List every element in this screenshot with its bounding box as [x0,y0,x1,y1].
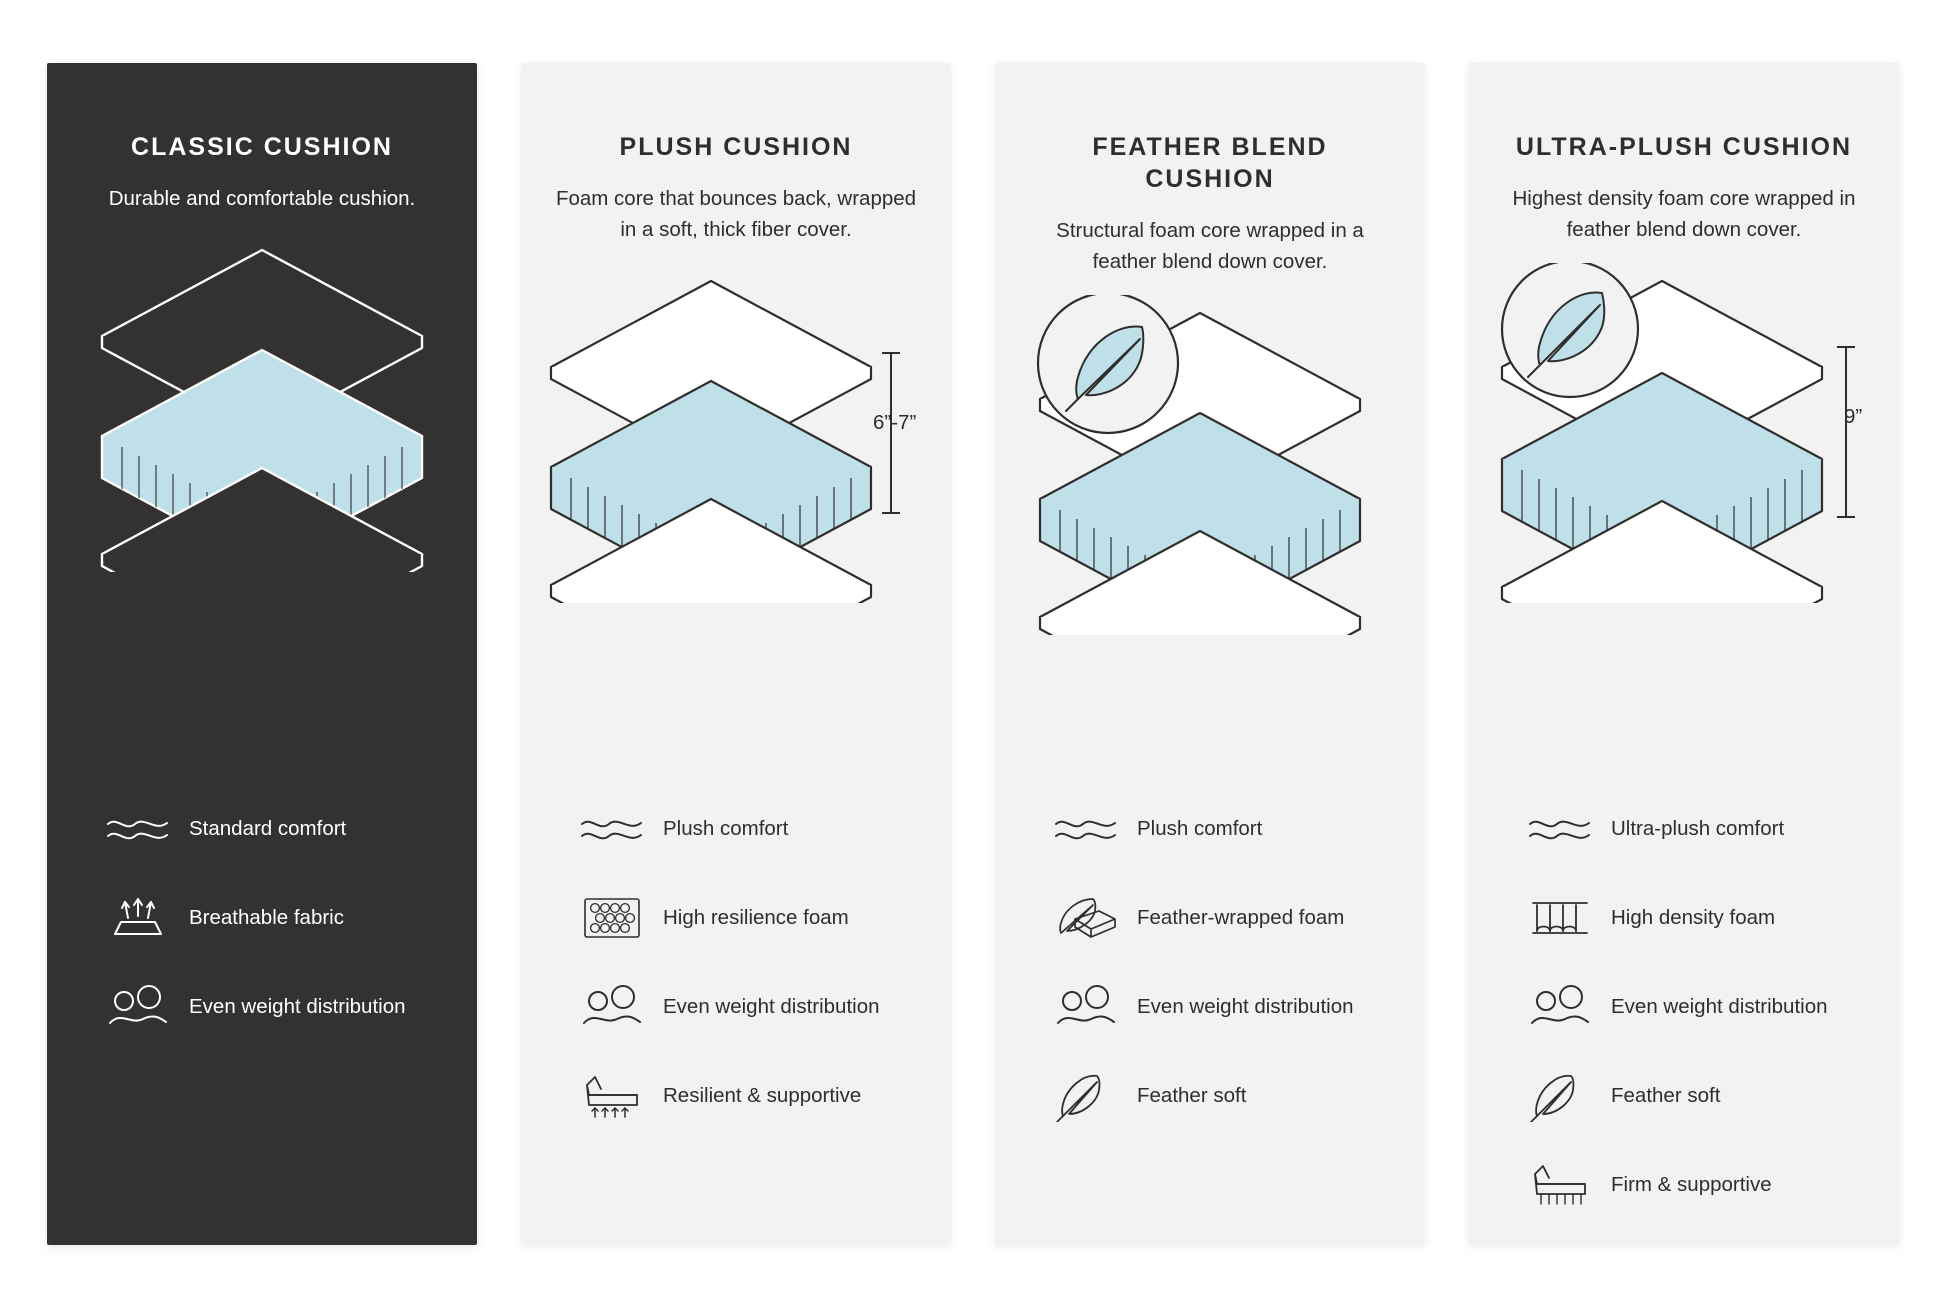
cushion-card-ultra-plush[interactable] [1469,63,1899,1245]
feature-label: High resilience foam [663,906,849,929]
page-title: ULTRA-PLUSH CUSHION [1515,133,1853,161]
feature-item [1053,890,1367,946]
breathable-fabric-icon [105,890,177,946]
feature-label: High density foam [1611,906,1776,929]
feature-list-classic [47,801,477,1068]
cushion-card-classic[interactable] [47,63,477,1245]
honeycomb-foam-icon [579,890,651,946]
cushion-card-feather-blend[interactable] [995,63,1425,1245]
feather-wrapped-foam-icon [1053,890,1125,946]
feather-icon [1527,1068,1599,1124]
chaise-support-icon [1527,1157,1599,1213]
feature-label: Standard comfort [189,817,347,840]
feature-item [1527,979,1841,1035]
feature-label: Feather soft [1137,1084,1247,1107]
feature-label: Feather soft [1611,1084,1721,1107]
feature-label: Even weight distribution [1137,995,1354,1018]
chaise-support-icon [579,1068,651,1124]
card-description: Durable and comfortable cushion. [108,187,416,210]
feature-item [1053,1068,1367,1124]
feature-item [579,890,893,946]
card-description: Foam core that bounces back, wrapped in a soft, thick fiber cover. [555,187,917,241]
feature-label: Even weight distribution [1611,995,1828,1018]
dimension-label: 9” [1844,405,1863,428]
feature-item [579,1068,893,1124]
page-title: FEATHER BLEND CUSHION [1092,133,1328,193]
feature-label: Ultra-plush comfort [1611,817,1785,840]
even-weight-distribution-icon [1053,979,1125,1035]
wave-comfort-icon [1053,801,1125,857]
feature-label: Resilient & supportive [663,1084,862,1107]
wave-comfort-icon [105,801,177,857]
feature-item [1053,801,1367,857]
card-description: Highest density foam core wrapped in feather blend down cover. [1512,187,1856,241]
feature-item [105,801,419,857]
feature-item [1053,979,1367,1035]
feature-label: Breathable fabric [189,906,344,929]
feature-label: Firm & supportive [1611,1173,1772,1196]
feature-list-plush [521,801,951,1157]
feature-label: Even weight distribution [189,995,406,1018]
dimension-label: 6”-7” [873,411,917,434]
feature-item [105,979,419,1035]
feature-label: Even weight distribution [663,995,880,1018]
card-description: Structural foam core wrapped in a feather blend down cover. [1056,219,1364,273]
feather-badge [1038,295,1178,433]
feature-item [1527,890,1841,946]
feature-label: Feather-wrapped foam [1137,906,1345,929]
cushion-layers-illustration-plush [521,263,951,623]
dimension-bracket [1837,347,1855,517]
cushion-layers-illustration-classic [47,232,477,592]
cushion-card-plush[interactable] [521,63,951,1245]
feature-label: Plush comfort [663,817,789,840]
feather-icon [1053,1068,1125,1124]
page-title: PLUSH CUSHION [619,133,853,161]
feature-label: Plush comfort [1137,817,1263,840]
even-weight-distribution-icon [579,979,651,1035]
feature-item [1527,801,1841,857]
even-weight-distribution-icon [105,979,177,1035]
feature-item [1527,1068,1841,1124]
cushion-layers-illustration-feather-blend [995,295,1425,655]
feature-item [1527,1157,1841,1213]
page-title: CLASSIC CUSHION [131,133,393,161]
even-weight-distribution-icon [1527,979,1599,1035]
feature-list-ultra-plush [1469,801,1899,1246]
feature-item [579,979,893,1035]
density-foam-icon [1527,890,1599,946]
feature-item [579,801,893,857]
feature-list-feather-blend [995,801,1425,1157]
wave-comfort-icon [579,801,651,857]
feature-item [105,890,419,946]
cushion-layers-illustration-ultra-plush [1469,263,1899,623]
feather-badge [1502,263,1638,397]
wave-comfort-icon [1527,801,1599,857]
